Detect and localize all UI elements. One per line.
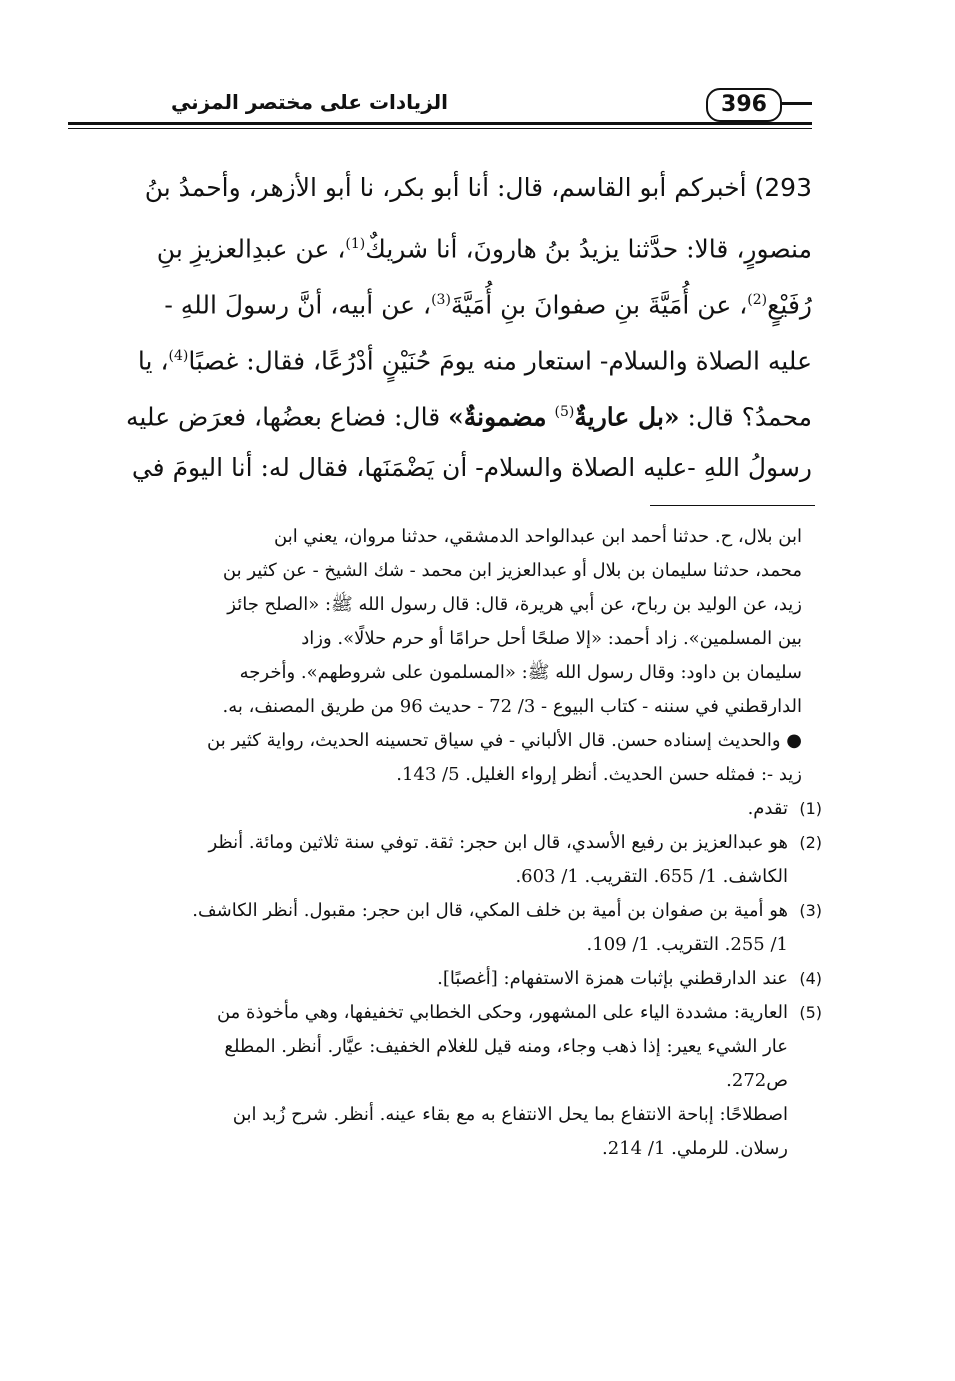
footnote-line: العارية: مشددة الياء على المشهور، وحكى الخطابي تخفيفها، وهي مأخوذة من [216, 1002, 788, 1023]
footnote-3 [78, 894, 822, 962]
footnote-line: تقدم. [747, 798, 788, 819]
hadith-number: 293) [754, 173, 812, 202]
page-number: 396 [706, 88, 782, 122]
main-line-5-rest: قال: فضاع بعضُها، فعرَض عليه [125, 402, 441, 432]
footnote-label: (4) [799, 969, 822, 988]
footnote-ref-1: (1) [345, 236, 366, 252]
fn-cont-line: بين المسلمين». زاد أحمد: «إلا صلحًا أحل حرامًا أو حرم حلالًا». وزاد [301, 628, 802, 649]
footnote-line: 1/ 255. التقريب. 1/ 109. [586, 934, 788, 955]
main-line-4 [78, 328, 812, 384]
main-line-2-rest: ، عن عبدِالعزيزِ بنِ [156, 234, 346, 264]
footnote-label: (1) [799, 799, 822, 818]
quote-bold-b: مضمونةٌ» [448, 402, 547, 432]
footnote-label: (5) [799, 1003, 822, 1022]
fn-cont-line: سليمان بن داود: وقال رسول الله ﷺ: «المسلمون على شروطهم». وأخرجه [239, 662, 802, 683]
main-line-5 [78, 384, 812, 440]
footnote-line: هو عبدالعزيز بن رفيع الأسدي، قال ابن حجر: ثقة. توفي سنة ثلاثين ومائة. أنظر [208, 832, 788, 853]
main-line-3-rest-b: ، عن أبيه، أنَّ رسولَ اللهِ - [164, 290, 432, 320]
header-rule-short [782, 102, 812, 105]
main-line-4-text: عليه الصلاة والسلام- استعار منه يومَ حُنَيْنٍ أدْرُعًا، فقال: غصبًا [188, 346, 812, 376]
footnote-ref-5: (5) [554, 404, 575, 420]
footnote-ref-3: (3) [431, 292, 451, 308]
main-line-6 [78, 440, 812, 496]
main-text [78, 160, 812, 496]
bullet-line: ● والحديث إسناده حسن. قال الألباني - في سياق تحسينه الحديث، رواية كثير بن [207, 730, 802, 751]
footnote-separator [650, 505, 815, 506]
fn-cont-line: محمد، حدثنا سليمان بن بلال أو عبدالعزيز ابن محمد - شك الشيخ - عن كثير بن [222, 560, 802, 581]
footnote-label: (3) [799, 901, 822, 920]
footnote-bullet-note [78, 724, 822, 792]
main-line-5-text: محمدُ؟ قال: [687, 402, 812, 432]
footnote-line: عند الدارقطني بإثبات همزة الاستفهام: [أغصبًا]. [437, 968, 788, 989]
footnote-line: اصطلاحًا: إباحة الانتفاع بما يحل الانتفاع به مع بقاء عينه. أنظر. شرح زُبد ابن [232, 1104, 788, 1125]
bullet-line: زيد -: فمثله حسن الحديث. أنظر إرواء الغليل. 5/ 143. [396, 764, 802, 785]
main-line-1 [78, 160, 812, 216]
footnote-2 [78, 826, 822, 894]
main-line-1-text: أخبركم أبو القاسم، قال: أنا أبو بكر، نا أبو الأزهر، وأحمدُ بنُ [144, 173, 747, 202]
fn-cont-line: ابن بلال، ح. حدثنا أحمد ابن عبدالواحد الدمشقي، حدثنا مروان، يعني ابن [274, 526, 802, 547]
footnote-line: الكاشف. 1/ 655. التقريب. 1/ 603. [515, 866, 788, 887]
header-rule-thin [68, 128, 812, 129]
fn-cont-line: زيد، عن الوليد بن رباح، عن أبي هريرة، قال: قال رسول الله ﷺ: «الصلح جائز [227, 594, 802, 615]
main-line-3-text: رُفَيْعٍ [767, 290, 812, 320]
footnote-ref-2: (2) [747, 292, 768, 308]
footnote-line: ص272. [726, 1070, 788, 1091]
quote-bold-a: «بل عاريةٌ [574, 402, 680, 432]
main-line-3-rest-a: ، عن أُمَيَّةَ بنِ صفوانَ بنِ أُمَيَّةَ [450, 290, 748, 320]
running-title: الزيادات على مختصر المزني [170, 90, 448, 114]
main-line-4-rest: ، يا [137, 346, 169, 376]
main-line-3 [78, 272, 812, 328]
main-line-2 [78, 216, 812, 272]
footnote-1 [78, 792, 822, 826]
main-line-2-text: منصورٍ، قالا: حدَّثنا يزيدُ بنُ هارونَ، أنا شريكٌ [365, 234, 812, 264]
main-line-6-text: رسولُ اللهِ -عليه الصلاة والسلام- أن يَضْمَنَها، فقال له: أنا اليومَ في [131, 453, 812, 482]
footnote-continuation [78, 520, 822, 724]
footnote-4 [78, 962, 822, 996]
header-rule-thick [68, 122, 812, 125]
page-header [68, 86, 812, 130]
footnote-5 [78, 996, 822, 1166]
fn-cont-line: الدارقطني في سننه - كتاب البيوع - 3/ 72 - حديث 96 من طريق المصنف، به. [222, 696, 802, 717]
footnote-ref-4: (4) [168, 348, 189, 364]
footnotes [78, 520, 822, 1166]
footnote-label: (2) [799, 833, 822, 852]
footnote-line: هو أمية بن صفوان بن أمية بن خلف المكي، قال ابن حجر: مقبول. أنظر الكاشف. [192, 900, 788, 921]
footnote-line: عار الشيء يعير: إذا ذهب وجاء، ومنه قيل للغلام الخفيف: عيَّار. أنظر. المطلع [224, 1036, 788, 1057]
footnote-line: رسلان. للرملي. 1/ 214. [602, 1138, 788, 1159]
